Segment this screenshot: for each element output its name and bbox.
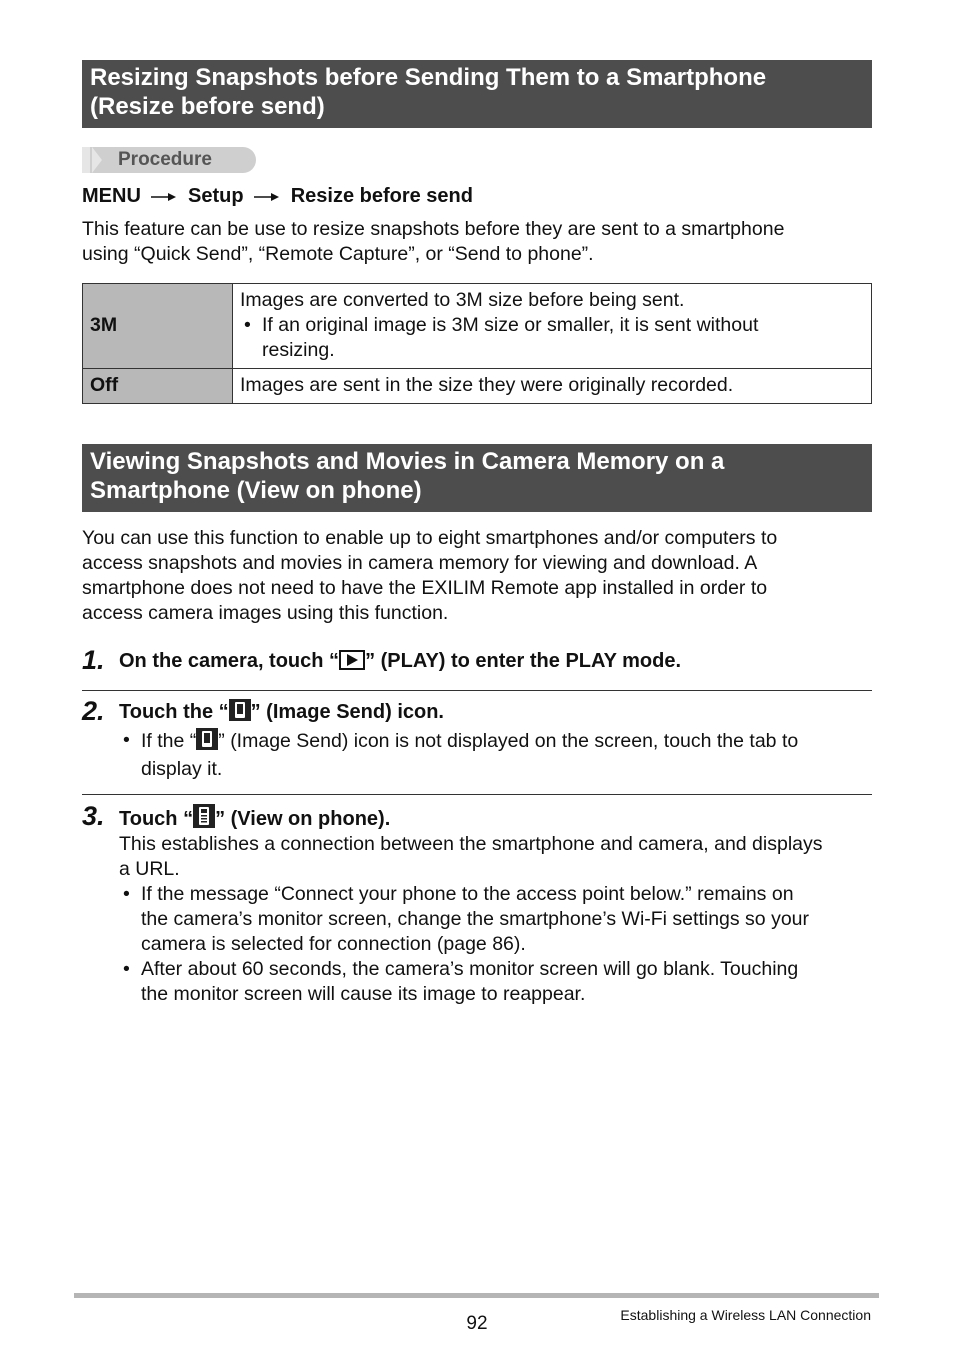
- procedure-badge: [82, 147, 256, 173]
- arrow-right-icon: [146, 183, 182, 209]
- menu-path-setup: Setup: [188, 185, 244, 207]
- table-row: [83, 369, 872, 404]
- text-line: a URL.: [119, 858, 180, 880]
- footer-rule: [74, 1293, 879, 1298]
- option-description: Images are sent in the size they were originally recorded.: [233, 369, 872, 404]
- text-line: resizing.: [262, 339, 335, 361]
- text-line: If the message “Connect your phone to the access point below.” remains on: [141, 883, 794, 905]
- text-line: [141, 728, 872, 757]
- arrow-right-icon: [249, 183, 285, 209]
- text-line: using “Quick Send”, “Remote Capture”, or “Send to phone”.: [82, 243, 594, 265]
- step-number: 2.: [82, 696, 105, 726]
- option-key: 3M: [83, 284, 233, 369]
- bullet-item: [240, 313, 864, 363]
- bullet-icon: •: [123, 883, 130, 905]
- title-text: Touch the “: [119, 701, 229, 723]
- menu-path-item: Resize before send: [290, 185, 473, 207]
- text-line: camera is selected for connection (page 86).: [141, 933, 526, 955]
- step-body: [119, 728, 872, 782]
- intro-paragraph-resize: [82, 217, 872, 267]
- bullet-item: [119, 957, 872, 1007]
- bullet-icon: •: [244, 314, 251, 336]
- title-text: Touch “: [119, 808, 194, 830]
- bullet-item: [119, 728, 872, 782]
- text-fragment: If the “: [141, 730, 197, 752]
- play-icon: [339, 650, 365, 677]
- text-line: After about 60 seconds, the camera’s monitor screen will go blank. Touching: [141, 958, 799, 980]
- text-line: access camera images using this function.: [82, 602, 449, 624]
- title-text: ” (Image Send) icon.: [250, 701, 444, 723]
- text-line: You can use this function to enable up to eight smartphones and/or computers to: [82, 527, 778, 549]
- table-row: [83, 284, 872, 369]
- step-2: [82, 696, 872, 786]
- step-1: [82, 645, 872, 685]
- bullet-item: [119, 882, 872, 957]
- text-line: smartphone does not need to have the EXILIM Remote app installed in order to: [82, 577, 768, 599]
- step-title: [119, 699, 444, 728]
- heading-line: Resizing Snapshots before Sending Them to a Smartphone: [90, 64, 767, 91]
- option-description: [233, 284, 872, 369]
- title-text: On the camera, touch “: [119, 650, 340, 672]
- step-title: [119, 648, 681, 677]
- badge-decoration: [82, 147, 90, 173]
- title-text: ” (PLAY) to enter the PLAY mode.: [365, 650, 682, 672]
- view-on-phone-icon: [193, 804, 215, 835]
- step-body: [119, 832, 872, 1007]
- text-fragment: ” (Image Send) icon is not displayed on the screen, touch the tab to: [218, 730, 799, 752]
- heading-line: Viewing Snapshots and Movies in Camera Memory on a: [90, 448, 725, 475]
- page-number: 92: [466, 1313, 488, 1334]
- heading-line: Smartphone (View on phone): [90, 477, 422, 504]
- step-number: 3.: [82, 801, 105, 831]
- title-text: ” (View on phone).: [215, 808, 391, 830]
- step-3: [82, 801, 872, 1011]
- bullet-icon: •: [123, 958, 130, 980]
- text-line: This feature can be use to resize snapshots before they are sent to a smartphone: [82, 218, 785, 240]
- image-send-icon: [229, 699, 251, 728]
- image-send-icon: [196, 728, 218, 757]
- text-line: the camera’s monitor screen, change the smartphone’s Wi-Fi settings so your: [141, 908, 809, 930]
- section-heading-view-on-phone: [82, 444, 872, 512]
- option-desc-text: Images are converted to 3M size before being sent.: [240, 289, 685, 311]
- menu-path: [82, 183, 473, 209]
- step-divider: [82, 794, 872, 795]
- option-key: Off: [83, 369, 233, 404]
- chapter-title: Establishing a Wireless LAN Connection: [620, 1307, 871, 1323]
- text-line: If an original image is 3M size or smaller, it is sent without: [262, 314, 759, 336]
- badge-decoration: [92, 147, 102, 173]
- options-table: [82, 283, 872, 404]
- intro-paragraph-view: [82, 526, 872, 626]
- step-title: [119, 804, 390, 835]
- section-heading-resize: [82, 60, 872, 128]
- text-line: the monitor screen will cause its image to reappear.: [141, 983, 586, 1005]
- step-divider: [82, 690, 872, 691]
- procedure-label: Procedure: [118, 149, 212, 170]
- bullet-icon: •: [123, 729, 130, 751]
- text-line: access snapshots and movies in camera memory for viewing and download. A: [82, 552, 758, 574]
- heading-line: (Resize before send): [90, 93, 325, 120]
- text-line: This establishes a connection between the smartphone and camera, and displays: [119, 833, 823, 855]
- text-line: display it.: [141, 758, 223, 780]
- step-number: 1.: [82, 645, 105, 675]
- menu-path-menu: MENU: [82, 185, 141, 207]
